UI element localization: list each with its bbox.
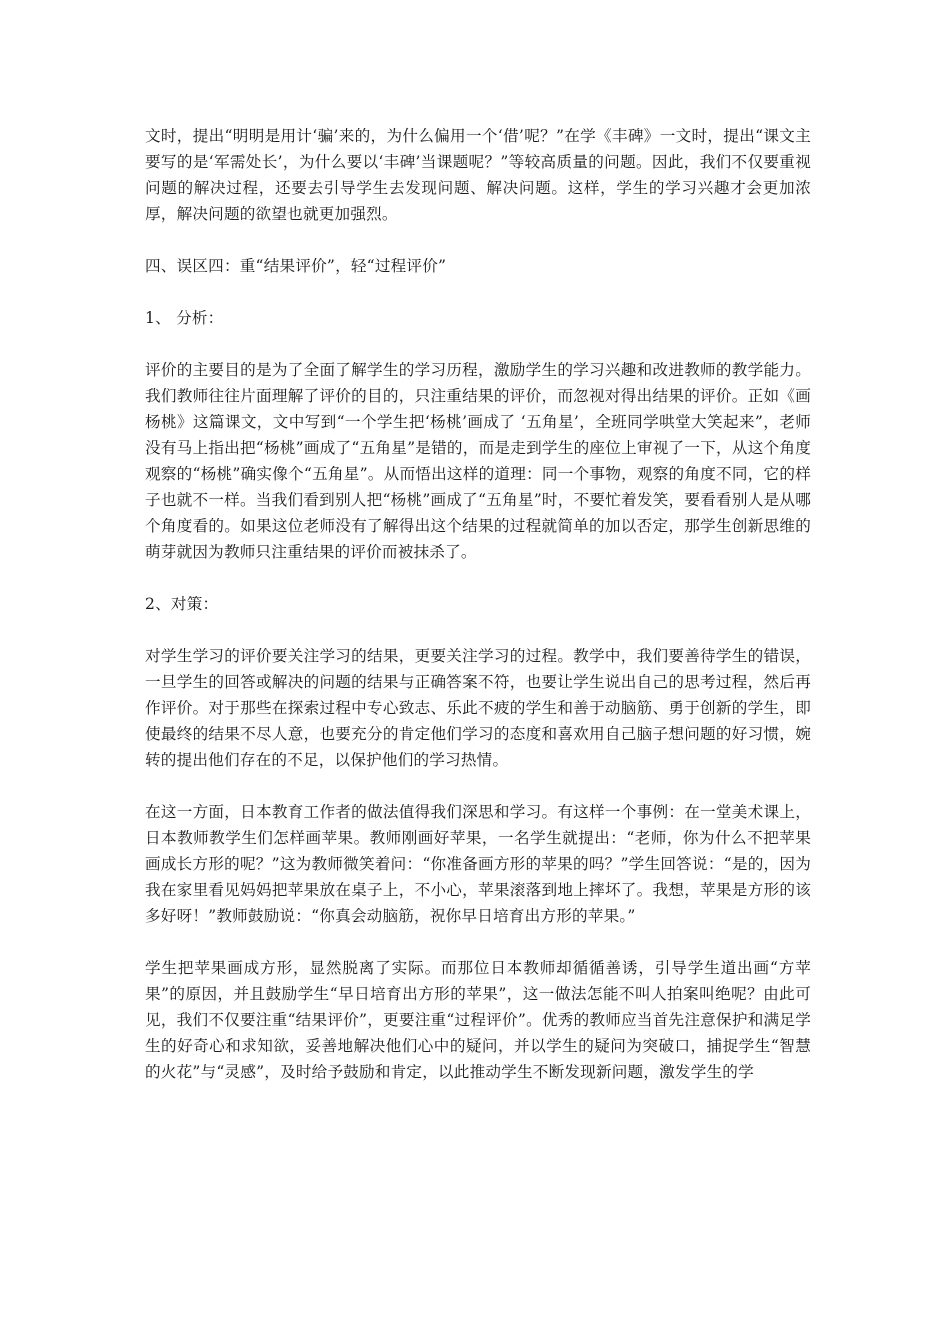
subheading-countermeasure: 2、对策： (145, 595, 219, 613)
document-page (145, 123, 811, 1085)
subheading-analysis: 1、 分析： (145, 309, 224, 327)
paragraph-japan-example: 在这一方面，日本教育工作者的做法值得我们深思和学习。有这样一个事例：在一堂美术课上，日本教师教学生们怎样画苹果。教师刚画好苹果，一名学生就提出：“老师，你为什么不把苹果画成长方形的呢？”这为教师微笑着问：“你准备画方形的苹果的吗？”学生回答说：“是的，因为我在家里看见妈妈把苹果放在桌子上，不小心，苹果滚落到地上摔坏了。我想，苹果是方形的该多好呀！”教师鼓励说：“你真会动脑筋，祝你早日培育出方形的苹果。” (145, 803, 811, 925)
paragraph-conclusion: 学生把苹果画成方形，显然脱离了实际。而那位日本教师却循循善诱，引导学生道出画“方苹果”的原因，并且鼓励学生“早日培育出方形的苹果”，这一做法怎能不叫人拍案叫绝呢？由此可见，我们不仅要注重“结果评价”，更要注重“过程评价”。优秀的教师应当首先注意保护和满足学生的好奇心和求知欲，妥善地解决他们心中的疑问，并以学生的疑问为突破口，捕捉学生“智慧的火花”与“灵感”，及时给予鼓励和肯定，以此推动学生不断发现新问题，激发学生的学 (145, 959, 811, 1081)
paragraph-countermeasure: 对学生学习的评价要关注学习的结果，更要关注学习的过程。教学中，我们要善待学生的错误，一旦学生的回答或解决的问题的结果与正确答案不符，也要让学生说出自己的思考过程，然后再作评价。对于那些在探索过程中专心致志、乐此不疲的学生和善于动脑筋、勇于创新的学生，即使最终的结果不尽人意，也要充分的肯定他们学习的态度和喜欢用自己脑子想问题的好习惯，婉转的提出他们存在的不足，以保护他们的学习热情。 (145, 647, 811, 769)
paragraph-intro-continuation: 文时，提出“明明是用计‘骗’来的，为什么偏用一个‘借’呢？”在学《丰碑》一文时，提出“课文主要写的是‘军需处长’，为什么要以‘丰碑’当课题呢？”等较高质量的问题。因此，我们不仅要重视问题的解决过程，还要去引导学生去发现问题、解决问题。这样，学生的学习兴趣才会更加浓厚，解决问题的欲望也就更加强烈。 (145, 127, 811, 223)
section-heading-misconception-four: 四、误区四：重“结果评价”，轻“过程评价” (145, 257, 447, 275)
paragraph-analysis: 评价的主要目的是为了全面了解学生的学习历程，激励学生的学习兴趣和改进教师的教学能力。我们教师往往片面理解了评价的目的，只注重结果的评价，而忽视对得出结果的评价。正如《画杨桃》这篇课文，文中写到“一个学生把‘杨桃’画成了 ‘五角星’，全班同学哄堂大笑起来”，老师没有马上指出把“杨桃”画成了“五角星”是错的，而是走到学生的座位上审视了一下，从这个角度观察的“杨桃”确实像个“五角星”。从而悟出这样的道理：同一个事物，观察的角度不同，它的样子也就不一样。当我们看到别人把“杨桃”画成了“五角星”时，不要忙着发笑，要看看别人是从哪个角度看的。如果这位老师没有了解得出这个结果的过程就简单的加以否定，那学生创新思维的萌芽就因为教师只注重结果的评价而被抹杀了。 (145, 361, 811, 561)
